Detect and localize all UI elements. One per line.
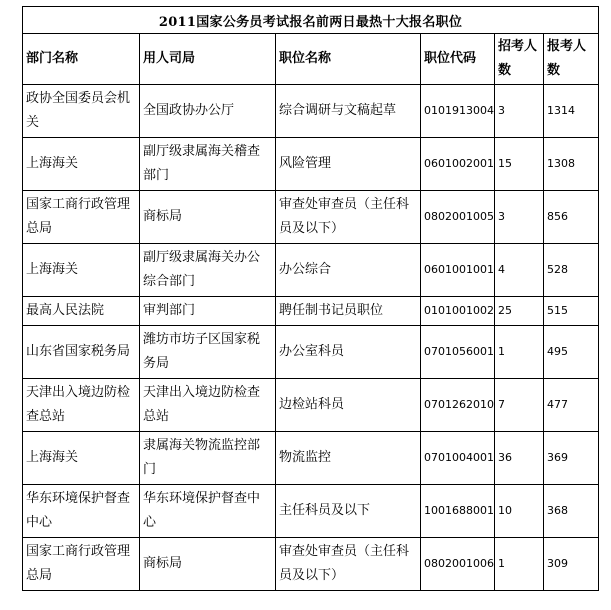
- department-cell: 最高人民法院: [23, 297, 140, 326]
- department-cell: 国家工商行政管理总局: [23, 191, 140, 244]
- bureau-cell: 审判部门: [140, 297, 276, 326]
- position-name-cell: 办公室科员: [276, 326, 421, 379]
- department-cell: 上海海关: [23, 138, 140, 191]
- applicants-cell: 1314: [544, 85, 599, 138]
- department-cell: 上海海关: [23, 432, 140, 485]
- position-name-cell: 聘任制书记员职位: [276, 297, 421, 326]
- table-row: [23, 379, 599, 432]
- openings-cell: 3: [495, 85, 544, 138]
- department-cell: 政协全国委员会机关: [23, 85, 140, 138]
- position-code-cell: 1001688001: [421, 485, 495, 538]
- position-code-cell: 0101001002: [421, 297, 495, 326]
- applicants-cell: 1308: [544, 138, 599, 191]
- position-code-cell: 0701056001: [421, 326, 495, 379]
- position-name-cell: 综合调研与文稿起草: [276, 85, 421, 138]
- applicants-cell: 856: [544, 191, 599, 244]
- header-row: [23, 34, 599, 85]
- bureau-cell: 隶属海关物流监控部门: [140, 432, 276, 485]
- openings-cell: 4: [495, 244, 544, 297]
- bureau-cell: 商标局: [140, 538, 276, 591]
- position-code-cell: 0701262010: [421, 379, 495, 432]
- bureau-cell: 全国政协办公厅: [140, 85, 276, 138]
- department-cell: 华东环境保护督查中心: [23, 485, 140, 538]
- position-name-cell: 办公综合: [276, 244, 421, 297]
- openings-cell: 10: [495, 485, 544, 538]
- openings-cell: 7: [495, 379, 544, 432]
- position-code-cell: 0101913004: [421, 85, 495, 138]
- position-code-cell: 0601001001: [421, 244, 495, 297]
- header-applicants: 报考人数: [544, 34, 599, 85]
- table-row: [23, 85, 599, 138]
- department-cell: 国家工商行政管理总局: [23, 538, 140, 591]
- bureau-cell: 副厅级隶属海关稽查部门: [140, 138, 276, 191]
- applicants-cell: 477: [544, 379, 599, 432]
- bureau-cell: 商标局: [140, 191, 276, 244]
- jobs-table: [22, 6, 599, 591]
- table-row: [23, 191, 599, 244]
- header-department: 部门名称: [23, 34, 140, 85]
- position-code-cell: 0802001005: [421, 191, 495, 244]
- applicants-cell: 515: [544, 297, 599, 326]
- header-openings: 招考人数: [495, 34, 544, 85]
- openings-cell: 1: [495, 326, 544, 379]
- table-row: [23, 138, 599, 191]
- table-title: 2011国家公务员考试报名前两日最热十大报名职位: [23, 7, 599, 34]
- position-name-cell: 主任科员及以下: [276, 485, 421, 538]
- position-name-cell: 物流监控: [276, 432, 421, 485]
- position-code-cell: 0601002001: [421, 138, 495, 191]
- position-name-cell: 审查处审查员（主任科员及以下）: [276, 191, 421, 244]
- header-position-name: 职位名称: [276, 34, 421, 85]
- bureau-cell: 潍坊市坊子区国家税务局: [140, 326, 276, 379]
- bureau-cell: 天津出入境边防检查总站: [140, 379, 276, 432]
- department-cell: 山东省国家税务局: [23, 326, 140, 379]
- department-cell: 上海海关: [23, 244, 140, 297]
- header-position-code: 职位代码: [421, 34, 495, 85]
- openings-cell: 3: [495, 191, 544, 244]
- table-row: [23, 244, 599, 297]
- table-row: [23, 485, 599, 538]
- position-name-cell: 审查处审查员（主任科员及以下）: [276, 538, 421, 591]
- table-row: [23, 432, 599, 485]
- jobs-table-container: [22, 6, 598, 591]
- title-row: [23, 7, 599, 34]
- position-name-cell: 风险管理: [276, 138, 421, 191]
- position-code-cell: 0701004001: [421, 432, 495, 485]
- openings-cell: 15: [495, 138, 544, 191]
- openings-cell: 1: [495, 538, 544, 591]
- applicants-cell: 528: [544, 244, 599, 297]
- openings-cell: 36: [495, 432, 544, 485]
- table-row: [23, 297, 599, 326]
- header-bureau: 用人司局: [140, 34, 276, 85]
- table-row: [23, 326, 599, 379]
- bureau-cell: 华东环境保护督查中心: [140, 485, 276, 538]
- applicants-cell: 368: [544, 485, 599, 538]
- department-cell: 天津出入境边防检查总站: [23, 379, 140, 432]
- openings-cell: 25: [495, 297, 544, 326]
- applicants-cell: 369: [544, 432, 599, 485]
- position-code-cell: 0802001006: [421, 538, 495, 591]
- bureau-cell: 副厅级隶属海关办公综合部门: [140, 244, 276, 297]
- applicants-cell: 309: [544, 538, 599, 591]
- table-row: [23, 538, 599, 591]
- position-name-cell: 边检站科员: [276, 379, 421, 432]
- applicants-cell: 495: [544, 326, 599, 379]
